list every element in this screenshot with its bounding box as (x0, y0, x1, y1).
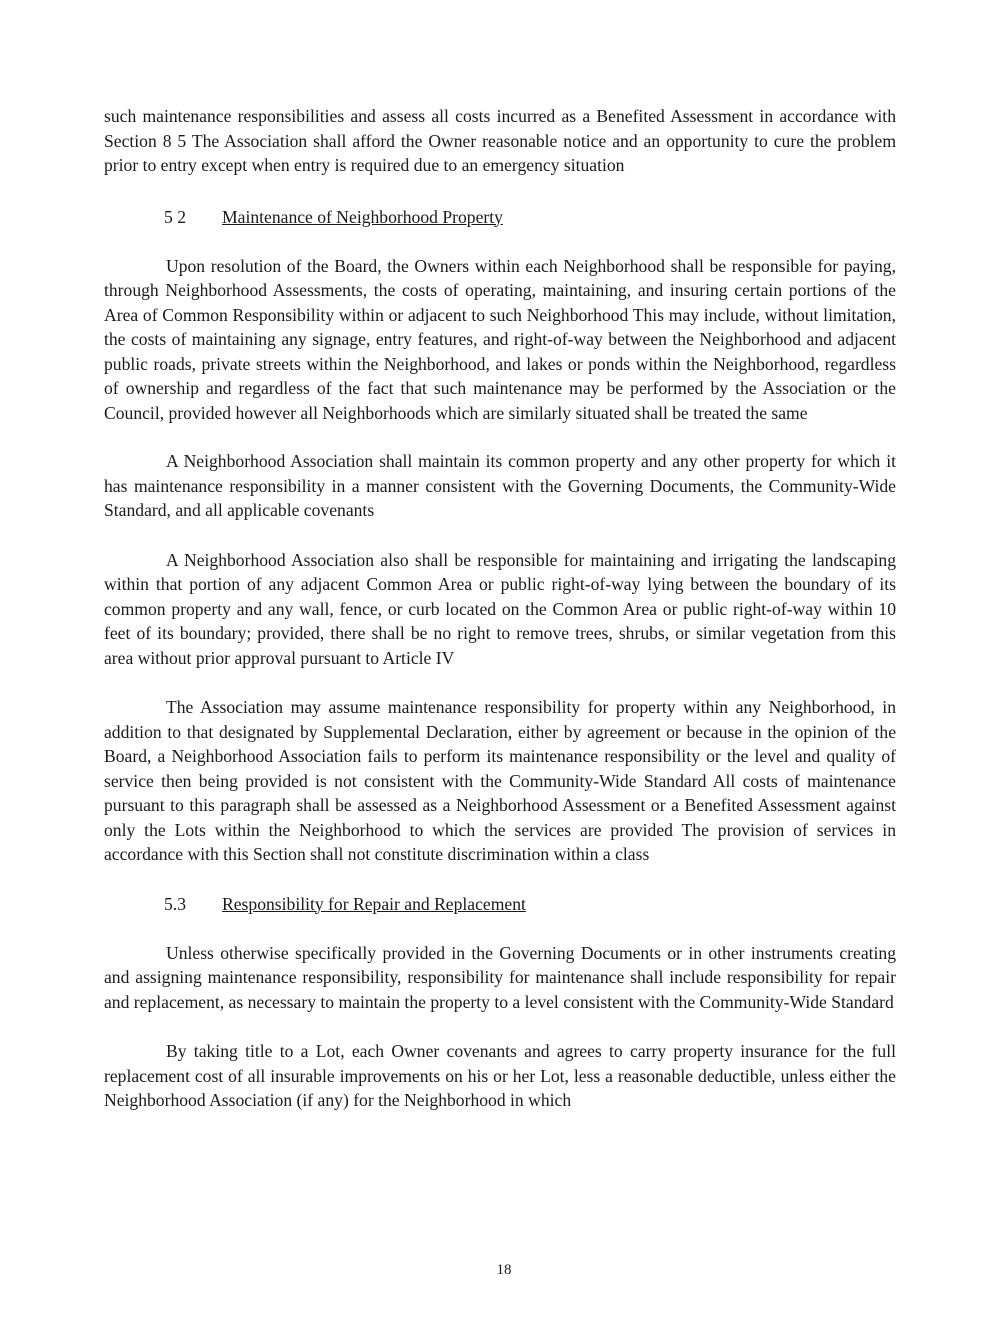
paragraph: A Neighborhood Association shall maintain its common property and any other property for which it has maintenance responsibility in a manner consistent with the Governing Documents, the Community-Wide Standard, and all applicable covenants (104, 451, 896, 520)
section-number: 5 2 (164, 206, 186, 227)
section-heading-5-3 (164, 892, 896, 916)
section-heading-5-2 (164, 205, 896, 229)
section-title: Responsibility for Repair and Replacement (222, 893, 526, 914)
paragraph: A Neighborhood Association also shall be responsible for maintaining and irrigating the landscaping within that portion of any adjacent Common Area or public right-of-way lying between the boundary of its common property and any wall, fence, or curb located on the Common Area or public right-of-way within 10 feet of its boundary; provided, there shall be no right to remove trees, shrubs, or similar vegetation from this area without prior approval pursuant to Article IV (104, 549, 896, 668)
paragraph: The Association may assume maintenance responsibility for property within any Neighborhood, in addition to that designated by Supplemental Declaration, either by agreement or because in the opinion of the Board, a Neighborhood Association fails to perform its maintenance responsibility or the level and quality of service then being provided is not consistent with the Community-Wide Standard All costs of maintenance pursuant to this paragraph shall be assessed as a Neighborhood Assessment or a Benefited Assessment against only the Lots within the Neighborhood to which the services are provided The provision of services in accordance with this Section shall not constitute discrimination within a class (104, 697, 896, 864)
paragraph: Unless otherwise specifically provided in the Governing Documents or in other instruments creating and assigning maintenance responsibility, responsibility for maintenance shall include responsibility for repair and replacement, as necessary to maintain the property to a level consistent with the Community-Wide Standard (104, 942, 896, 1012)
document-page (104, 104, 896, 1113)
page-number: 18 (496, 1262, 512, 1278)
section-title: Maintenance of Neighborhood Property (222, 206, 503, 227)
paragraph: By taking title to a Lot, each Owner covenants and agrees to carry property insurance for the full replacement cost of all insurable improvements on his or her Lot, less a reasonable deductible, unless either the Neighborhood Association (if any) for the Neighborhood in which (104, 1041, 896, 1110)
paragraph: Upon resolution of the Board, the Owners within each Neighborhood shall be responsible for paying, through Neighborhood Assessments, the costs of operating, maintaining, and insuring certain portions of the Area of Common Responsibility within or adjacent to such Neighborhood This may include, without limitation, the costs of maintaining any signage, entry features, and right-of-way between the Neighborhood and adjacent public roads, private streets within the Neighborhood, and lakes or ponds within the Neighborhood, regardless of ownership and regardless of the fact that such maintenance may be performed by the Association or the Council, provided however all Neighborhoods which are similarly situated shall be treated the same (104, 255, 896, 423)
section-number: 5.3 (164, 893, 186, 914)
paragraph-continuation: such maintenance responsibilities and assess all costs incurred as a Benefited Assessment in accordance with Section 8 5 The Association shall afford the Owner reasonable notice and an opportunity to cure the problem prior to entry except when entry is required due to an emergency situation (104, 106, 896, 175)
